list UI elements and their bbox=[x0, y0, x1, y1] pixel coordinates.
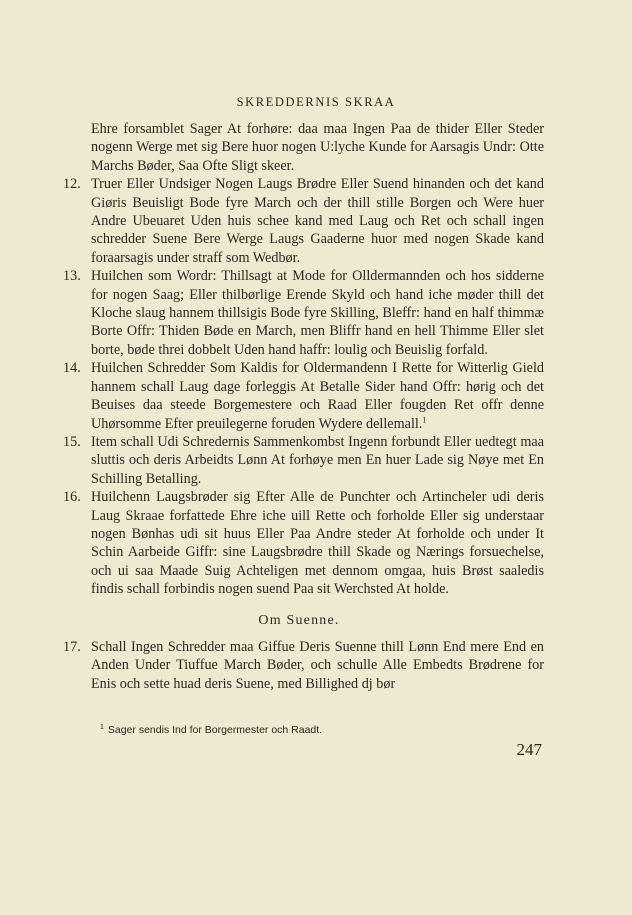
running-head: SKREDDERNIS SKRAA bbox=[236, 95, 396, 109]
article-text: Huilchen Schredder Som Kaldis for Oldermandenn I Rette for Witterlig Gield hannem schall Laug dage forleggis At Betalle Sider hand Offr: hørig och det Beuises daa steede Borgemestere och Raad Eller fougden Ret offr denne Uhørsomme Efter preuilegerne foruden Wydere dellemall. bbox=[91, 360, 544, 432]
article-text: Item schall Udi Schredernis Sammenkombst Ingenn forbundt Eller uedtegt maa sluttis och deris Arbeidts Lønn At forhøye men En huer Lade sig Nøye met En Schilling Betalling. bbox=[91, 433, 544, 487]
article-number: 17. bbox=[63, 638, 81, 655]
body-text bbox=[54, 120, 544, 693]
page-number: 247 bbox=[516, 740, 542, 759]
article-number: 15. bbox=[63, 433, 81, 450]
article-text: Schall Ingen Schredder maa Giffue Deris Suenne thill Lønn End mere End en Anden Under Tiuffue March Bøder, och schulle Alle Embedts Brødrene for Enis och sette huad deris Suene, med Billighed dj bør bbox=[91, 638, 544, 692]
article-text: Huilchen som Wordr: Thillsagt at Mode for Olldermannden och hos sidderne for nogen Saag; Eller thilbørlige Erende Skyld och hand iche møder thill det Kloche slaug hannem thillsigis Bode fyre Skilling, Bleffr: hand en half thimmæ Borte Offr: Thiden Bøde en March, men Bliffr hand en hell Thimme Eller slet borte, bøde threi dobbelt Uden hand haffr: loulig och Beuislig forfald. bbox=[91, 268, 544, 358]
article-17 bbox=[54, 638, 544, 693]
article-number: 13. bbox=[63, 268, 81, 285]
footnote-text: Sager sendis Ind for Borgermester och Raadt. bbox=[107, 724, 323, 736]
article-12 bbox=[54, 175, 544, 267]
article-13 bbox=[54, 267, 544, 359]
opening-paragraph bbox=[54, 120, 544, 175]
paragraph-text: Ehre forsamblet Sager At forhøre: daa maa Ingen Paa de thider Eller Steder nogenn Werge met sig Bere huor nogen U:lyche Kunde for Aarsagis Undr: Otte Marchs Bøder, Saa Ofte Sligt skeer. bbox=[91, 121, 544, 174]
article-number: 14. bbox=[63, 360, 81, 377]
section-heading: Om Suenne. bbox=[258, 612, 340, 628]
article-number: 12. bbox=[63, 176, 81, 193]
article-15 bbox=[54, 433, 544, 488]
footnote-reference[interactable]: 1 bbox=[422, 414, 427, 424]
article-text: Truer Eller Undsiger Nogen Laugs Brødre Eller Suend hinanden och det kand Giøris Beuisligt Bode fyre March och der thill stille Borgen och Were huer Andre Ubeuaret Uden huis schee kand med Laug och Ret och schall ingen schredder Suene Bere Werge Laugs Gaaderne huor med nogen Skade kand foraarsagis under straff som Wedbør. bbox=[91, 176, 544, 266]
article-16 bbox=[54, 488, 544, 598]
article-number: 16. bbox=[63, 489, 81, 506]
article-text: Huilchenn Laugsbrøder sig Efter Alle de Punchter och Artincheler udi deris Laug Skraae forfattede Ehre iche uill Rette och forholde Eller sig understaar nogen Bønhas udi sit huus Eller Paa Andre steder At forholde och under It Schin Aarbeide Giffr: sine Laugsbrødre thill Skade og Nærings forsuechelse, och ui saa Maade Suig Achteligen met dennom omgaa, huis Brøst saaledis findis schall forbindis nogen suend Paa sit Werchsted At holde. bbox=[91, 489, 544, 598]
footnote-number: 1 bbox=[100, 723, 104, 731]
article-14 bbox=[54, 359, 544, 433]
footnote bbox=[100, 724, 540, 736]
